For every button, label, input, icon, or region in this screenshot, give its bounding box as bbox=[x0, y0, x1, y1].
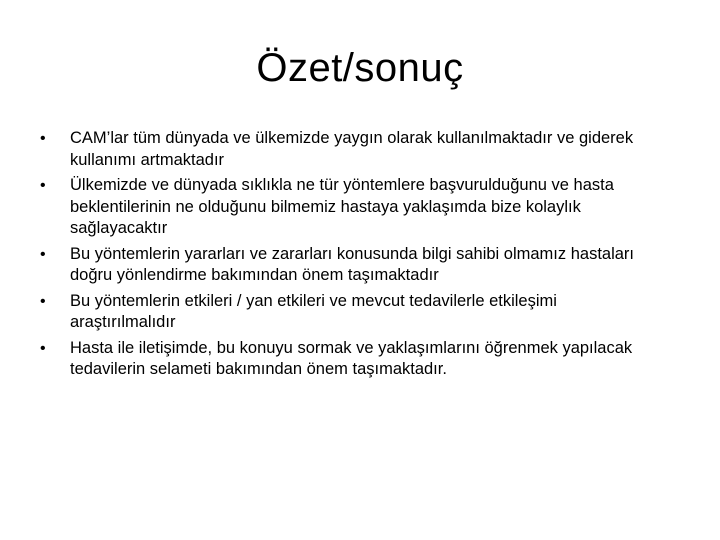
bullet-text: Bu yöntemlerin etkileri / yan etkileri ve mevcut tedavilerle etkileşimi araştırılmalıdır bbox=[70, 291, 557, 331]
bullet-text: Bu yöntemlerin yararları ve zararları konusunda bilgi sahibi olmamız hastaları doğru yönlendirme bakımından önem taşımaktadır bbox=[70, 244, 635, 284]
bullet-item-5 bbox=[36, 338, 656, 381]
bullet-item-3 bbox=[36, 244, 656, 287]
bullet-item-4 bbox=[36, 291, 656, 334]
bullet-icon: • bbox=[40, 130, 46, 147]
bullet-text: CAM’lar tüm dünyada ve ülkemizde yaygın olarak kullanılmaktadır ve giderek kullanımı artmaktadır bbox=[70, 129, 634, 169]
bullet-icon: • bbox=[40, 177, 46, 194]
bullet-icon: • bbox=[40, 245, 46, 263]
bullet-icon: • bbox=[40, 339, 46, 357]
slide-title: Özet/sonuç bbox=[256, 46, 464, 90]
bullet-list bbox=[36, 128, 656, 385]
bullet-item-2 bbox=[36, 175, 656, 240]
bullet-text: Ülkemizde ve dünyada sıklıkla ne tür yöntemlere başvurulduğunu ve hasta beklentilerinin ne olduğunu bilmemiz hastaya yaklaşımda bize kolaylık sağlayacaktır bbox=[70, 176, 614, 237]
bullet-text: Hasta ile iletişimde, bu konuyu sormak ve yaklaşımlarını öğrenmek yapılacak tedavilerin selameti bakımından önem taşımaktadır. bbox=[70, 338, 633, 378]
bullet-item-1 bbox=[36, 128, 656, 171]
bullet-icon: • bbox=[40, 292, 46, 310]
